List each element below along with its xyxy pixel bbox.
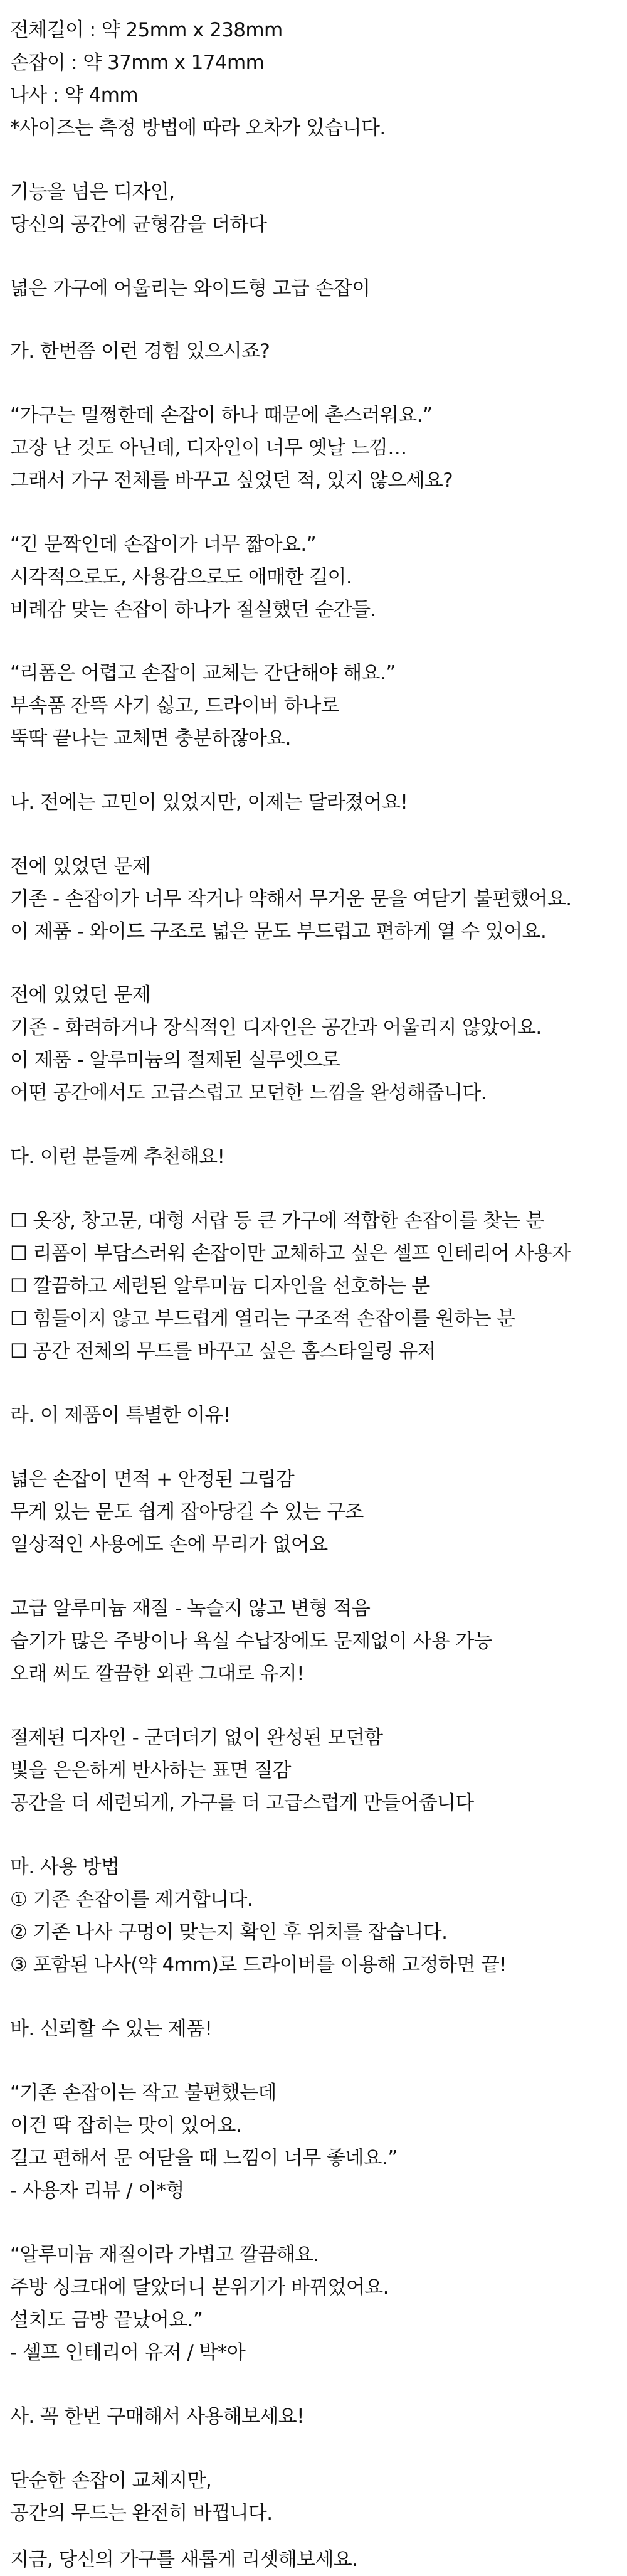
section-heading-ba: 바. 신뢰할 수 있는 제품!: [10, 2018, 213, 2040]
review-text: “기존 손잡이는 작고 불편했는데: [10, 2082, 277, 2104]
pain-quote: “리폼은 어렵고 손잡이 교체는 간단해야 해요.”: [10, 662, 396, 684]
problem-label: 전에 있었던 문제: [10, 855, 150, 878]
usage-step: ① 기존 손잡이를 제거합니다.: [10, 1888, 253, 1911]
problem-before: 기존 - 화려하거나 장식적인 디자인은 공간과 어울리지 않았어요.: [10, 1016, 542, 1039]
problem-after: 이 제품 - 와이드 구조로 넓은 문도 부드럽고 편하게 열 수 있어요.: [10, 920, 547, 943]
section-heading-da: 다. 이런 분들께 추천해요!: [10, 1146, 225, 1168]
review-author: - 셀프 인테리어 유저 / 박*아: [10, 2341, 246, 2364]
pain-quote: “가구는 멀쩡한데 손잡이 하나 때문에 촌스러워요.”: [10, 404, 433, 427]
spec-screw-size: 나사 : 약 4mm: [10, 84, 138, 107]
closing-call-to-action: 지금, 당신의 가구를 새롭게 리셋해보세요.: [10, 2548, 358, 2571]
checklist-item: ☐ 리폼이 부담스러워 손잡이만 교체하고 싶은 셀프 인테리어 사용자: [10, 1242, 571, 1265]
feature-text: 무게 있는 문도 쉽게 잡아당길 수 있는 구조: [10, 1501, 364, 1523]
problem-after: 이 제품 - 알루미늄의 절제된 실루엣으로: [10, 1049, 340, 1072]
pain-text: 뚝딱 끝나는 교체면 충분하잖아요.: [10, 727, 291, 750]
pain-text: 고장 난 것도 아닌데, 디자인이 너무 옛날 느낌…: [10, 437, 407, 459]
usage-step: ② 기존 나사 구멍이 맞는지 확인 후 위치를 잡습니다.: [10, 1921, 448, 1944]
feature-title: 고급 알루미늄 재질 - 녹슬지 않고 변형 적음: [10, 1597, 371, 1620]
pain-text: 부속품 잔뜩 사기 싫고, 드라이버 하나로: [10, 695, 340, 717]
pain-text: 시각적으로도, 사용감으로도 애매한 길이.: [10, 566, 352, 588]
pain-quote: “긴 문짝인데 손잡이가 너무 짧아요.”: [10, 533, 317, 556]
feature-title: 절제된 디자인 - 군더더기 없이 완성된 모던함: [10, 1727, 383, 1749]
feature-text: 일상적인 사용에도 손에 무리가 없어요: [10, 1533, 328, 1556]
problem-before: 기존 - 손잡이가 너무 작거나 약해서 무거운 문을 여닫기 불편했어요.: [10, 888, 572, 910]
intro-line: 당신의 공간에 균형감을 더하다: [10, 213, 267, 236]
section-heading-ga: 가. 한번쯤 이런 경험 있으시죠?: [10, 340, 270, 363]
review-text: “알루미늄 재질이라 가볍고 깔끔해요.: [10, 2243, 319, 2266]
review-text: 길고 편해서 문 여닫을 때 느낌이 너무 좋네요.”: [10, 2147, 398, 2169]
section-heading-ra: 라. 이 제품이 특별한 이유!: [10, 1404, 231, 1427]
spec-handle-size: 손잡이 : 약 37mm x 174mm: [10, 51, 265, 74]
problem-label: 전에 있었던 문제: [10, 984, 150, 1006]
review-author: - 사용자 리뷰 / 이*형: [10, 2179, 184, 2202]
feature-text: 오래 써도 깔끔한 외관 그대로 유지!: [10, 1663, 304, 1685]
product-tagline: 넓은 가구에 어울리는 와이드형 고급 손잡이: [10, 277, 371, 300]
usage-step: ③ 포함된 나사(약 4mm)로 드라이버를 이용해 고정하면 끝!: [10, 1954, 507, 1976]
section-heading-ma: 마. 사용 방법: [10, 1856, 120, 1878]
feature-text: 공간을 더 세련되게, 가구를 더 고급스럽게 만들어줍니다: [10, 1792, 474, 1814]
section-heading-sa: 사. 꼭 한번 구매해서 사용해보세요!: [10, 2405, 304, 2428]
problem-after: 어떤 공간에서도 고급스럽고 모던한 느낌을 완성해줍니다.: [10, 1082, 487, 1104]
spec-size-note: *사이즈는 측정 방법에 따라 오차가 있습니다.: [10, 117, 386, 139]
pain-text: 비례감 맞는 손잡이 하나가 절실했던 순간들.: [10, 599, 376, 621]
closing-text: 공간의 무드는 완전히 바뀝니다.: [10, 2502, 273, 2525]
checklist-item: ☐ 옷장, 창고문, 대형 서랍 등 큰 가구에 적합한 손잡이를 찾는 분: [10, 1210, 544, 1232]
feature-title: 넓은 손잡이 면적 + 안정된 그립감: [10, 1468, 295, 1491]
feature-text: 습기가 많은 주방이나 욕실 수납장에도 문제없이 사용 가능: [10, 1630, 493, 1653]
section-heading-na: 나. 전에는 고민이 있었지만, 이제는 달라졌어요!: [10, 791, 408, 814]
review-text: 이건 딱 잡히는 맛이 있어요.: [10, 2114, 242, 2137]
pain-text: 그래서 가구 전체를 바꾸고 싶었던 적, 있지 않으세요?: [10, 469, 453, 492]
spec-total-length: 전체길이 : 약 25mm x 238mm: [10, 19, 283, 41]
intro-line: 기능을 넘은 디자인,: [10, 181, 175, 203]
checklist-item: ☐ 공간 전체의 무드를 바꾸고 싶은 홈스타일링 유저: [10, 1340, 436, 1363]
review-text: 설치도 금방 끝났어요.”: [10, 2309, 203, 2331]
checklist-item: ☐ 힘들이지 않고 부드럽게 열리는 구조적 손잡이를 원하는 분: [10, 1307, 515, 1330]
closing-text: 단순한 손잡이 교체지만,: [10, 2469, 212, 2492]
review-text: 주방 싱크대에 달았더니 분위기가 바뀌었어요.: [10, 2276, 389, 2299]
feature-text: 빛을 은은하게 반사하는 표면 질감: [10, 1759, 291, 1782]
checklist-item: ☐ 깔끔하고 세련된 알루미늄 디자인을 선호하는 분: [10, 1275, 430, 1297]
